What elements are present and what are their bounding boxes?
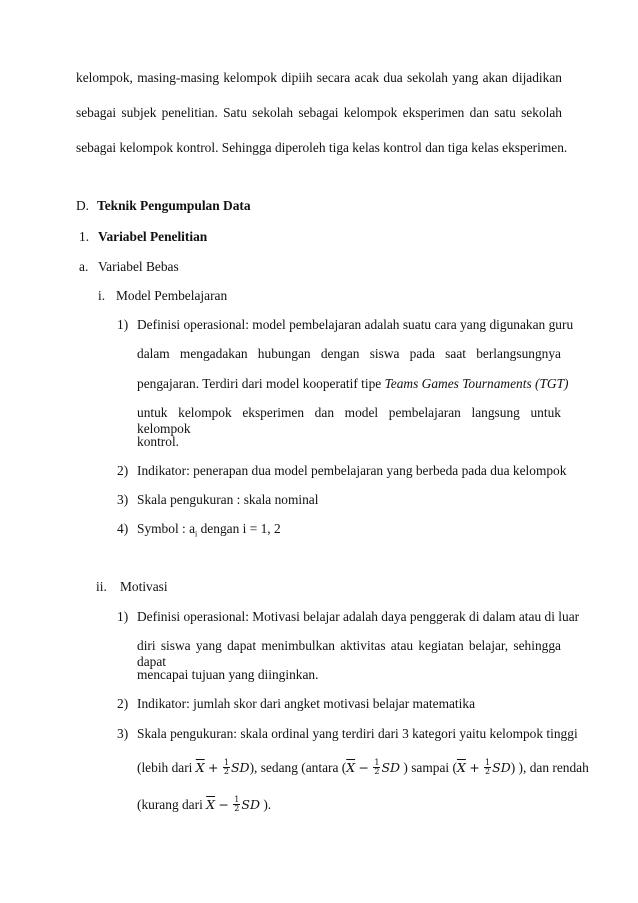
v1-item-4-subscript: i <box>195 529 198 539</box>
sampai-text: ) sampai ( <box>403 760 457 775</box>
x-bar-symbol: $\overline{X}$ <box>195 760 205 775</box>
fraction-numerator: 1 <box>374 758 380 768</box>
v1-item-1-marker: 1) <box>117 317 129 332</box>
v1-item-4-marker: 4) <box>117 521 129 536</box>
v1-item-3-text: Skala pengukuran : skala nominal <box>137 492 319 507</box>
v1-item-1-line-1: Definisi operasional: model pembelajaran adalah suatu cara yang digunakan guru <box>137 317 574 332</box>
rendah-text: ) ), dan rendah <box>510 760 589 775</box>
half-fraction <box>223 759 230 776</box>
sd-symbol: SD <box>241 797 260 812</box>
fraction-denominator: 2 <box>223 767 229 777</box>
v2-item-1-line-1: Definisi operasional: Motivasi belajar adalah daya penggerak di dalam atau di luar <box>137 609 580 624</box>
x-bar-symbol: $\overline{X}$ <box>456 760 466 775</box>
v1-item-4-text <box>137 521 281 537</box>
half-fraction <box>233 796 240 813</box>
v2-item-2-text: Indikator: jumlah skor dari angket motivasi belajar matematika <box>137 696 476 711</box>
v1-item-4-text-b: dengan i = 1, 2 <box>197 521 281 536</box>
v2-item-1-line-3: mencapai tujuan yang diinginkan. <box>137 667 319 682</box>
v1-item-2-marker: 2) <box>117 463 129 478</box>
v1-item-1-line-5: kontrol. <box>137 434 180 449</box>
v2-item-2-marker: 2) <box>117 696 129 711</box>
variable-2-marker: ii. <box>96 579 107 594</box>
plus-symbol: + <box>208 760 219 775</box>
section-marker: D. <box>76 198 90 213</box>
variable-2-title: Motivasi <box>120 579 168 594</box>
x-bar-symbol: $\overline{X}$ <box>206 797 216 812</box>
v1-item-3-marker: 3) <box>117 492 129 507</box>
subsection-title: Variabel Penelitian <box>98 229 208 244</box>
fraction-numerator: 1 <box>223 758 229 768</box>
v1-item-2-text: Indikator: penerapan dua model pembelajaran yang berbeda pada dua kelompok <box>137 463 567 478</box>
v2-item-3-line-1: Skala pengukuran: skala ordinal yang terdiri dari 3 kategori yaitu kelompok tinggi <box>137 726 578 741</box>
sd-symbol: SD <box>230 760 250 775</box>
minus-symbol: − <box>358 760 369 775</box>
v2-item-3-line-3 <box>137 797 271 814</box>
variable-1-marker: i. <box>98 288 106 303</box>
subsection-marker: 1. <box>79 229 90 244</box>
sedang-text: ), sedang (antara ( <box>249 760 347 775</box>
v1-item-1-line-3 <box>137 376 568 392</box>
lebih-dari-text: (lebih dari <box>137 760 193 775</box>
v2-item-3-marker: 3) <box>117 726 129 741</box>
v1-item-1-line-4: untuk kelompok eksperimen dan model pembelajaran langsung untuk kelompok <box>137 405 561 436</box>
fraction-denominator: 2 <box>485 767 491 777</box>
v2-item-3-line-2 <box>137 760 589 777</box>
half-fraction <box>484 759 491 776</box>
v1-item-4-text-a: Symbol : a <box>137 521 196 536</box>
sd-symbol: SD <box>492 760 511 775</box>
v2-item-1-marker: 1) <box>117 609 129 624</box>
subsubsection-title: Variabel Bebas <box>98 259 179 274</box>
end-text: ). <box>259 797 272 812</box>
v2-item-1-line-2: diri siswa yang dapat menimbulkan aktivitas atau kegiatan belajar, sehingga dapat <box>137 638 561 669</box>
fraction-denominator: 2 <box>234 804 240 814</box>
intro-line-2: sebagai subjek penelitian. Satu sekolah sebagai kelompok eksperimen dan satu sekolah <box>76 105 562 120</box>
x-bar-symbol: $\overline{X}$ <box>346 760 356 775</box>
fraction-numerator: 1 <box>485 758 491 768</box>
half-fraction <box>373 759 380 776</box>
fraction-numerator: 1 <box>234 795 240 805</box>
subsubsection-marker: a. <box>79 259 89 274</box>
intro-line-1: kelompok, masing-masing kelompok dipiih secara acak dua sekolah yang akan dijadikan <box>76 70 562 85</box>
v1-item-1-line-3-text: pengajaran. Terdiri dari model kooperatif tipe <box>137 376 382 391</box>
plus-symbol: + <box>469 760 480 775</box>
v1-item-1-tgt: Teams Games Tournaments (TGT) <box>384 376 569 391</box>
sd-symbol: SD <box>381 760 401 775</box>
section-title: Teknik Pengumpulan Data <box>97 198 251 213</box>
variable-1-title: Model Pembelajaran <box>116 288 228 303</box>
v1-item-1-line-2: dalam mengadakan hubungan dengan siswa pada saat berlangsungnya <box>137 346 561 361</box>
kurang-dari-text: (kurang dari <box>137 797 203 812</box>
minus-symbol: − <box>218 797 229 812</box>
intro-line-3: sebagai kelompok kontrol. Sehingga diperoleh tiga kelas kontrol dan tiga kelas eksperimen. <box>76 140 568 155</box>
fraction-denominator: 2 <box>374 767 380 777</box>
